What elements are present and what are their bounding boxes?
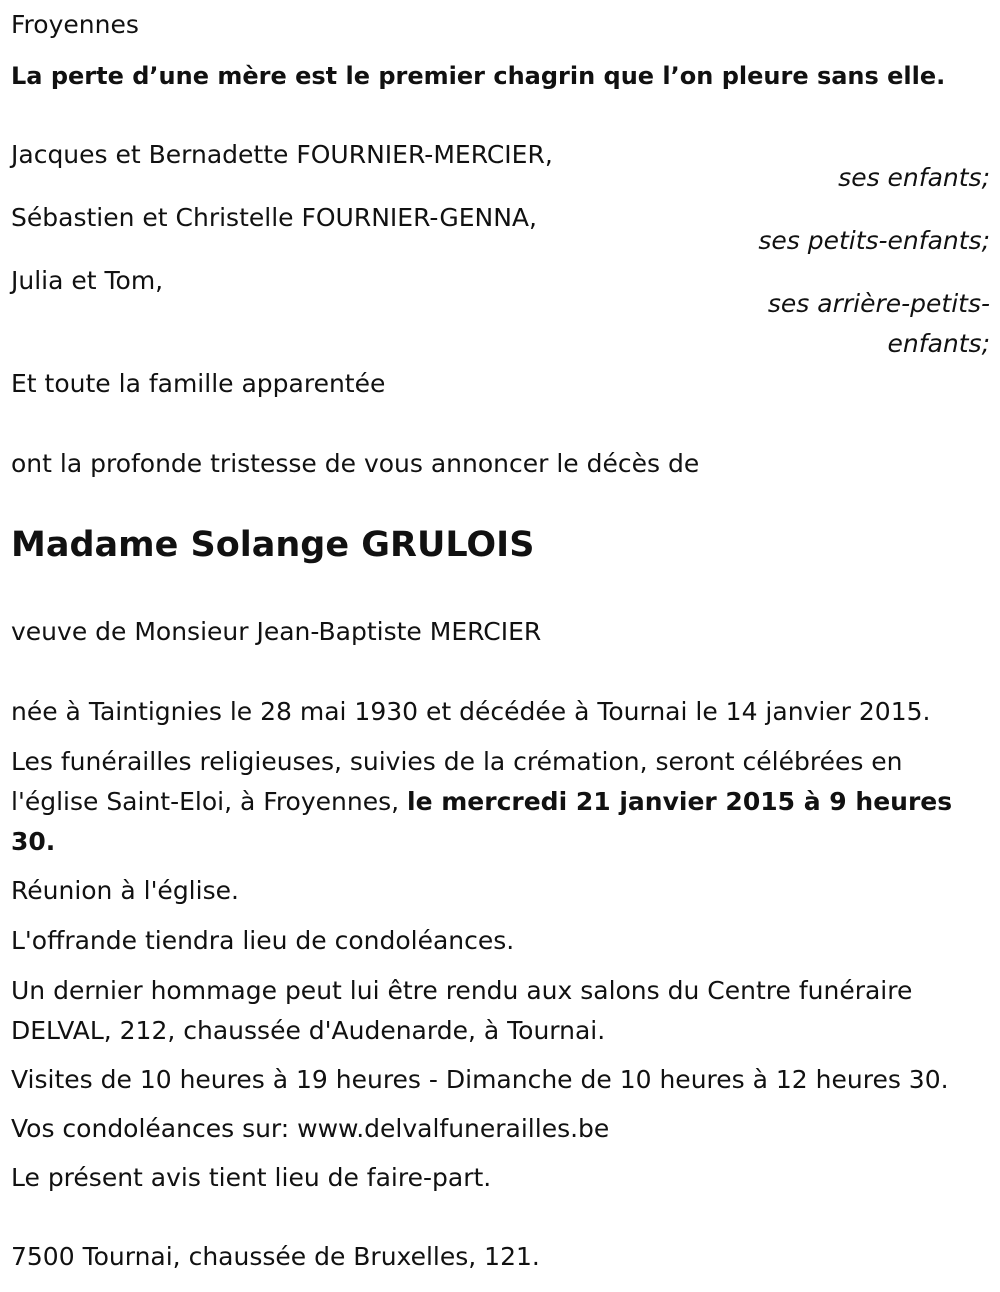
relation-great-grandchildren-line1: ses arrière-petits- xyxy=(767,289,990,318)
funeral-intro: Les funérailles religieuses, suivies de la crémation, seront célébrées en l'église Saint-Eloi, à Froyennes, xyxy=(11,747,903,816)
relation-great-grandchildren-line2: enfants; xyxy=(887,329,990,358)
family-extra: Et toute la famille apparentée xyxy=(11,369,386,398)
family-grandchildren: Sébastien et Christelle FOURNIER-GENNA, xyxy=(11,203,537,232)
relation-grandchildren: ses petits-enfants; xyxy=(758,226,990,255)
funeral-datetime: le mercredi 21 janvier 2015 à 9 heures 30. xyxy=(11,787,953,856)
condolences: Vos condoléances sur: www.delvalfunerailles.be xyxy=(11,1114,610,1143)
funeral-info xyxy=(11,742,971,862)
family-great-grandchildren: Julia et Tom, xyxy=(11,266,164,295)
address: 7500 Tournai, chaussée de Bruxelles, 121. xyxy=(11,1242,540,1271)
deceased-name: Madame Solange GRULOIS xyxy=(11,525,535,565)
offering: L'offrande tiendra lieu de condoléances. xyxy=(11,926,515,955)
faire-part: Le présent avis tient lieu de faire-part. xyxy=(11,1163,492,1192)
announcement: ont la profonde tristesse de vous annoncer le décès de xyxy=(11,449,700,478)
tribute: Un dernier hommage peut lui être rendu aux salons du Centre funéraire DELVAL, 212, chaussée d'Audenarde, à Tournai. xyxy=(11,976,913,1045)
location: Froyennes xyxy=(11,10,139,39)
birth-death: née à Taintignies le 28 mai 1930 et décédée à Tournai le 14 janvier 2015. xyxy=(11,697,931,726)
quote: La perte d’une mère est le premier chagrin que l’on pleure sans elle. xyxy=(11,62,946,90)
visits: Visites de 10 heures à 19 heures - Dimanche de 10 heures à 12 heures 30. xyxy=(11,1065,949,1094)
meeting: Réunion à l'église. xyxy=(11,876,239,905)
family-children: Jacques et Bernadette FOURNIER-MERCIER, xyxy=(11,140,553,169)
relation-children: ses enfants; xyxy=(838,163,990,192)
widow-of: veuve de Monsieur Jean-Baptiste MERCIER xyxy=(11,617,542,646)
